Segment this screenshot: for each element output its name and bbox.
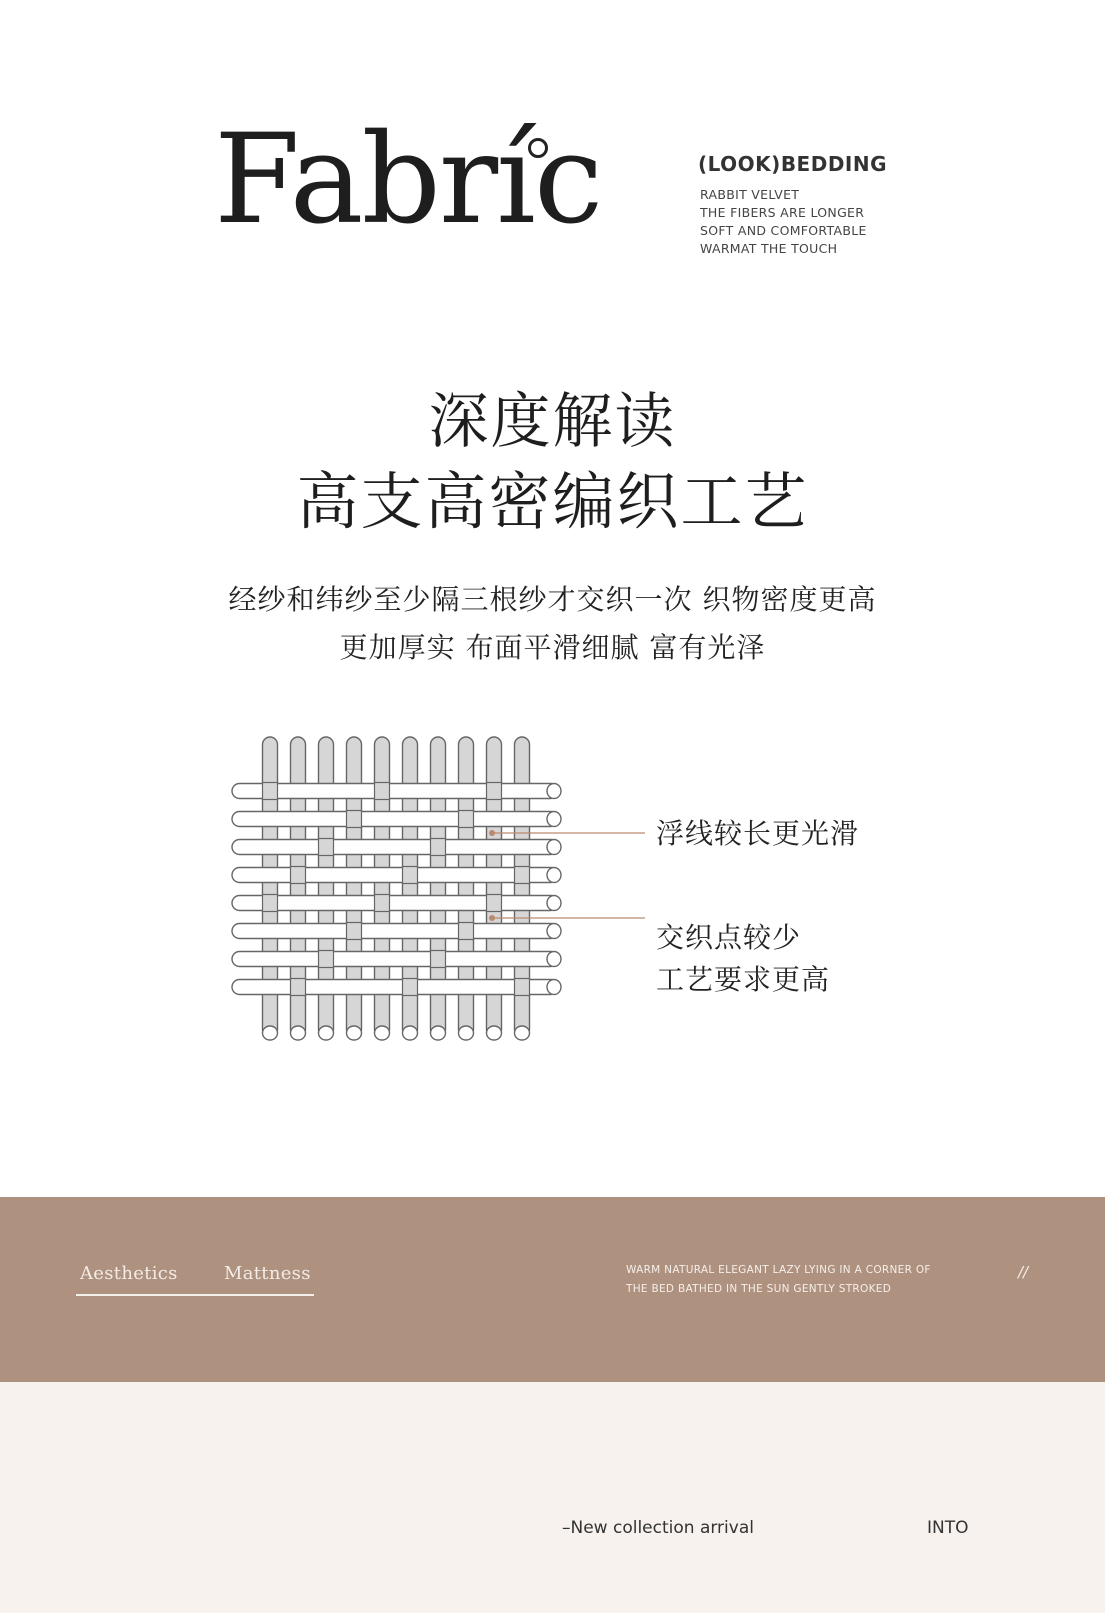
- warp-over-segment: [263, 783, 278, 800]
- warp-over-segment: [375, 783, 390, 800]
- warp-over-segment: [459, 811, 474, 828]
- weft-thread: [232, 784, 558, 799]
- warp-thread-end: [347, 1026, 362, 1040]
- warp-over-segment: [515, 979, 530, 996]
- warp-over-segment: [319, 951, 334, 968]
- warp-over-segment: [291, 867, 306, 884]
- warp-thread-end: [515, 1026, 530, 1040]
- callout-1-leader-dot: [489, 830, 495, 836]
- footer: [0, 1382, 1105, 1613]
- degree-circle-icon: [528, 138, 548, 158]
- warp-over-segment: [291, 979, 306, 996]
- weft-thread: [232, 924, 558, 939]
- warp-over-segment: [347, 923, 362, 940]
- warp-over-segment: [347, 811, 362, 828]
- weave-diagram: [230, 735, 650, 1045]
- tab-mattness[interactable]: Mattness: [224, 1263, 311, 1284]
- side-line-4: WARMAT THE TOUCH: [700, 241, 838, 256]
- tab-underline: [76, 1294, 314, 1296]
- warp-thread-end: [403, 1026, 418, 1040]
- footer-into-link[interactable]: INTO: [927, 1518, 969, 1538]
- warp-over-segment: [431, 951, 446, 968]
- description-line-2: 更加厚实 布面平滑细腻 富有光泽: [339, 631, 766, 664]
- weft-thread-end: [547, 896, 561, 911]
- headline-line-1: 深度解读: [428, 387, 677, 457]
- weft-thread: [232, 980, 558, 995]
- tab-aesthetics[interactable]: Aesthetics: [80, 1263, 178, 1284]
- footer-collection-text: –New collection arrival: [562, 1518, 754, 1538]
- brand-title: Fabríc: [214, 108, 602, 252]
- description-line-1: 经纱和纬纱至少隔三根纱才交织一次 织物密度更高: [228, 583, 877, 616]
- band-slashes: //: [1018, 1263, 1029, 1281]
- warp-over-segment: [459, 923, 474, 940]
- weft-thread-end: [547, 952, 561, 967]
- callout-float-thread: 浮线较长更光滑: [656, 817, 860, 850]
- weft-thread-end: [547, 812, 561, 827]
- band-tagline-line-2: THE BED BATHED IN THE SUN GENTLY STROKED: [626, 1283, 892, 1295]
- side-line-2: THE FIBERS ARE LONGER: [700, 205, 865, 220]
- weft-thread-end: [547, 784, 561, 799]
- warp-thread-end: [487, 1026, 502, 1040]
- callout-2-leader-dot: [489, 915, 495, 921]
- weft-thread-end: [547, 980, 561, 995]
- warp-over-segment: [263, 895, 278, 912]
- weft-thread: [232, 952, 558, 967]
- warp-over-segment: [487, 895, 502, 912]
- weft-thread-end: [547, 924, 561, 939]
- warp-thread-end: [459, 1026, 474, 1040]
- warp-over-segment: [375, 895, 390, 912]
- look-bedding-label: (LOOK)BEDDING: [698, 152, 888, 176]
- side-line-1: RABBIT VELVET: [700, 187, 800, 202]
- warp-over-segment: [487, 783, 502, 800]
- band-tagline-line-1: WARM NATURAL ELEGANT LAZY LYING IN A CORNER OF: [626, 1264, 931, 1276]
- warp-thread-end: [291, 1026, 306, 1040]
- weft-thread: [232, 812, 558, 827]
- warp-thread-end: [431, 1026, 446, 1040]
- callout-interlace-line-2: 工艺要求更高: [656, 963, 831, 996]
- warp-over-segment: [403, 867, 418, 884]
- warp-over-segment: [403, 979, 418, 996]
- warp-over-segment: [431, 839, 446, 856]
- warp-thread-end: [375, 1026, 390, 1040]
- feature-band: [0, 1197, 1105, 1382]
- weft-thread-end: [547, 840, 561, 855]
- warp-thread-end: [263, 1026, 278, 1040]
- warp-over-segment: [515, 867, 530, 884]
- weft-thread: [232, 840, 558, 855]
- warp-over-segment: [319, 839, 334, 856]
- weft-thread: [232, 896, 558, 911]
- weft-thread: [232, 868, 558, 883]
- warp-thread-end: [319, 1026, 334, 1040]
- callout-interlace-line-1: 交织点较少: [656, 921, 802, 954]
- weft-thread-end: [547, 868, 561, 883]
- headline-line-2: 高支高密编织工艺: [296, 465, 809, 538]
- side-line-3: SOFT AND COMFORTABLE: [700, 223, 867, 238]
